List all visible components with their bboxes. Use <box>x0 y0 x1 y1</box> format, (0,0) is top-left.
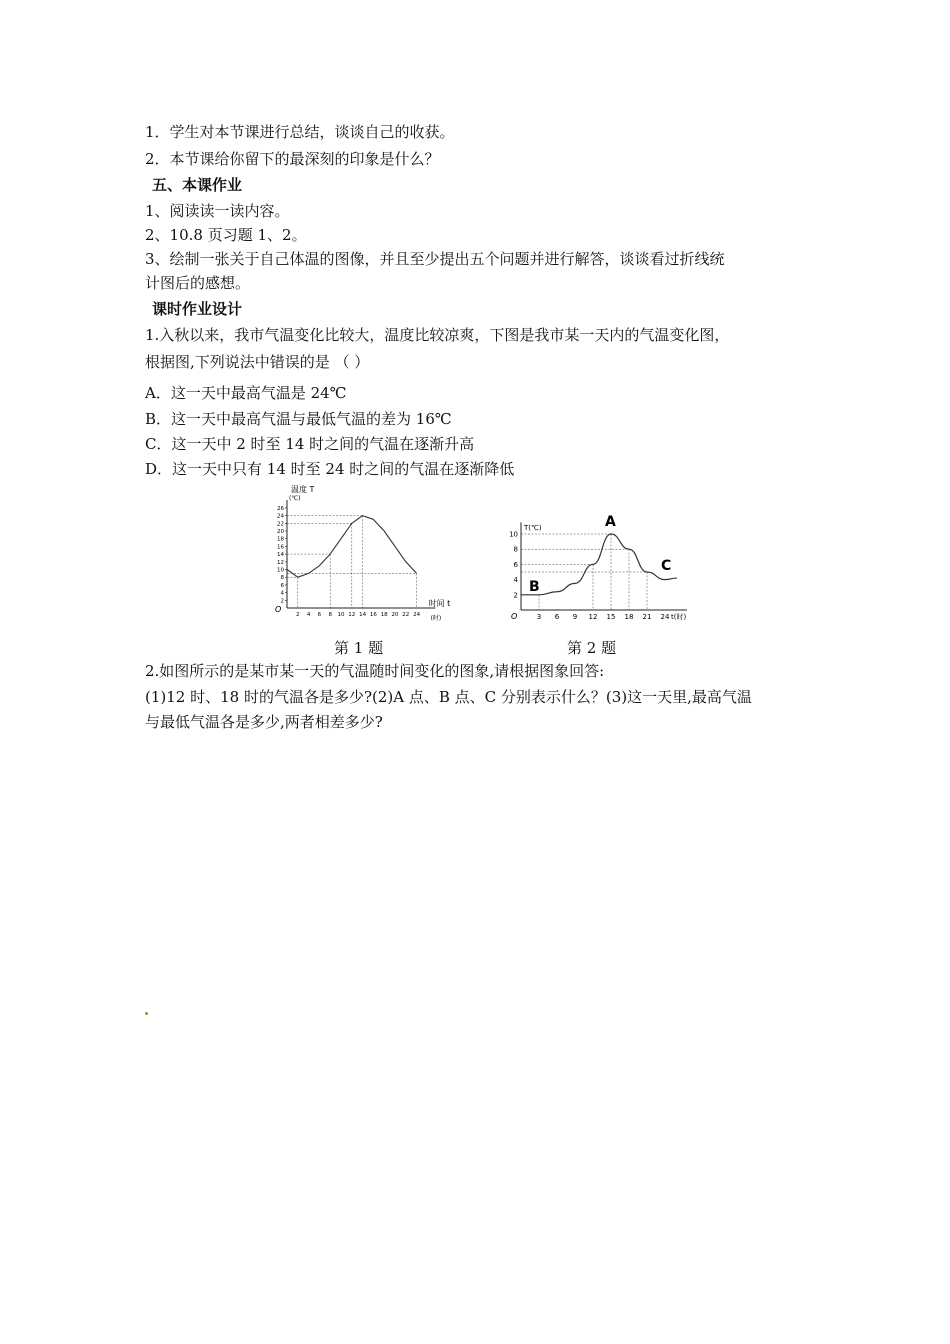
x-tick-label: 3 <box>536 613 542 621</box>
x-tick-label: 4 <box>306 612 311 618</box>
y-tick-label: 12 <box>277 559 284 566</box>
y-tick-label: 18 <box>277 536 284 543</box>
caption-question-1: 第 1 题 <box>334 639 384 657</box>
y-tick-label: 4 <box>513 576 518 585</box>
summary-item-2: 2．本节课给你留下的最深刻的印象是什么？ <box>145 150 440 168</box>
summary-item-1: 1．学生对本节课进行总结，谈谈自己的收获。 <box>145 123 455 141</box>
question-2-line-2: (1)12 时、18 时的气温各是多少?(2)A 点、B 点、C 分别表示什么？(3)这一天里,最高气温 <box>145 688 752 706</box>
x-tick-label: 22 <box>402 612 410 618</box>
homework-item-3-line-2: 计图后的感想。 <box>145 274 251 292</box>
y-tick-label: 8 <box>513 545 518 554</box>
option-d: D．这一天中只有 14 时至 24 时之间的气温在逐渐降低 <box>145 460 515 478</box>
y-tick-label: 6 <box>280 582 284 589</box>
x-tick-label: 24 <box>660 613 670 621</box>
y-axis-unit: (℃) <box>289 495 301 502</box>
chart-2 <box>505 512 695 627</box>
y-tick-label: 6 <box>513 560 518 569</box>
point-label-a: A <box>605 514 616 530</box>
x-tick-label: 8 <box>328 612 332 618</box>
y-axis-label: 温度 T <box>291 485 315 494</box>
origin-label: O <box>511 612 518 621</box>
option-a: A．这一天中最高气温是 24℃ <box>145 384 347 402</box>
x-tick-label: 9 <box>572 613 578 621</box>
x-tick-label: 6 <box>317 612 322 618</box>
question-2-line-1: 2.如图所示的是某市某一天的气温随时间变化的图象,请根据图象回答: <box>145 662 605 680</box>
x-tick-label: 18 <box>380 612 388 618</box>
x-tick-label: 15 <box>606 613 616 621</box>
homework-item-1: 1、阅读读一读内容。 <box>145 202 290 220</box>
temperature-curve <box>521 534 677 595</box>
y-tick-label: 2 <box>280 598 284 605</box>
x-tick-label: 2 <box>296 612 300 618</box>
point-label-c: C <box>661 558 672 574</box>
homework-item-3-line-1: 3、绘制一张关于自己体温的图像，并且至少提出五个问题并进行解答，谈谈看过折线统 <box>145 250 725 268</box>
y-tick-label: 4 <box>280 590 284 597</box>
x-axis-label: 时间 t <box>428 599 451 608</box>
question-2-line-3: 与最低气温各是多少,两者相差多少? <box>145 713 383 731</box>
y-tick-label: 8 <box>280 575 284 582</box>
x-tick-label: 6 <box>554 613 560 621</box>
caption-question-2: 第 2 题 <box>567 639 617 657</box>
y-tick-label: 26 <box>277 505 284 512</box>
option-c: C．这一天中 2 时至 14 时之间的气温在逐渐升高 <box>145 435 475 453</box>
y-tick-label: 24 <box>277 513 284 520</box>
y-tick-label: 16 <box>277 544 284 551</box>
x-axis-unit: (时) <box>430 615 442 622</box>
y-axis-label: T(℃) <box>524 524 542 532</box>
homework-item-2: 2、10.8 页习题 1、2。 <box>145 226 307 244</box>
origin-label: O <box>275 605 282 614</box>
option-b: B．这一天中最高气温与最低气温的差为 16℃ <box>145 410 452 428</box>
x-tick-label: 12 <box>348 612 356 618</box>
y-tick-label: 14 <box>277 552 284 559</box>
y-tick-label: 2 <box>513 591 518 600</box>
y-tick-label: 20 <box>277 529 284 535</box>
y-tick-label: 10 <box>277 567 284 574</box>
homework-heading: 五、本课作业 <box>152 176 243 194</box>
x-tick-label: 24 <box>413 612 421 618</box>
point-label-b: B <box>529 578 540 595</box>
y-tick-label: 22 <box>277 521 284 528</box>
x-tick-label: 10 <box>337 612 345 618</box>
question-1-line-2: 根据图,下列说法中错误的是 （ ） <box>145 353 370 371</box>
x-tick-label: 18 <box>624 613 634 621</box>
x-tick-label: 16 <box>369 612 377 618</box>
x-axis-label: t(时) <box>671 613 687 621</box>
x-tick-label: 21 <box>642 613 652 621</box>
question-1-line-1: 1.入秋以来，我市气温变化比较大，温度比较凉爽，下图是我市某一天内的气温变化图， <box>145 326 730 344</box>
design-heading: 课时作业设计 <box>152 300 243 318</box>
chart-1 <box>265 482 465 627</box>
x-tick-label: 12 <box>588 613 598 621</box>
y-tick-label: 10 <box>509 530 518 539</box>
x-tick-label: 20 <box>391 612 399 618</box>
stray-dot <box>145 1012 148 1015</box>
x-tick-label: 14 <box>359 612 367 618</box>
